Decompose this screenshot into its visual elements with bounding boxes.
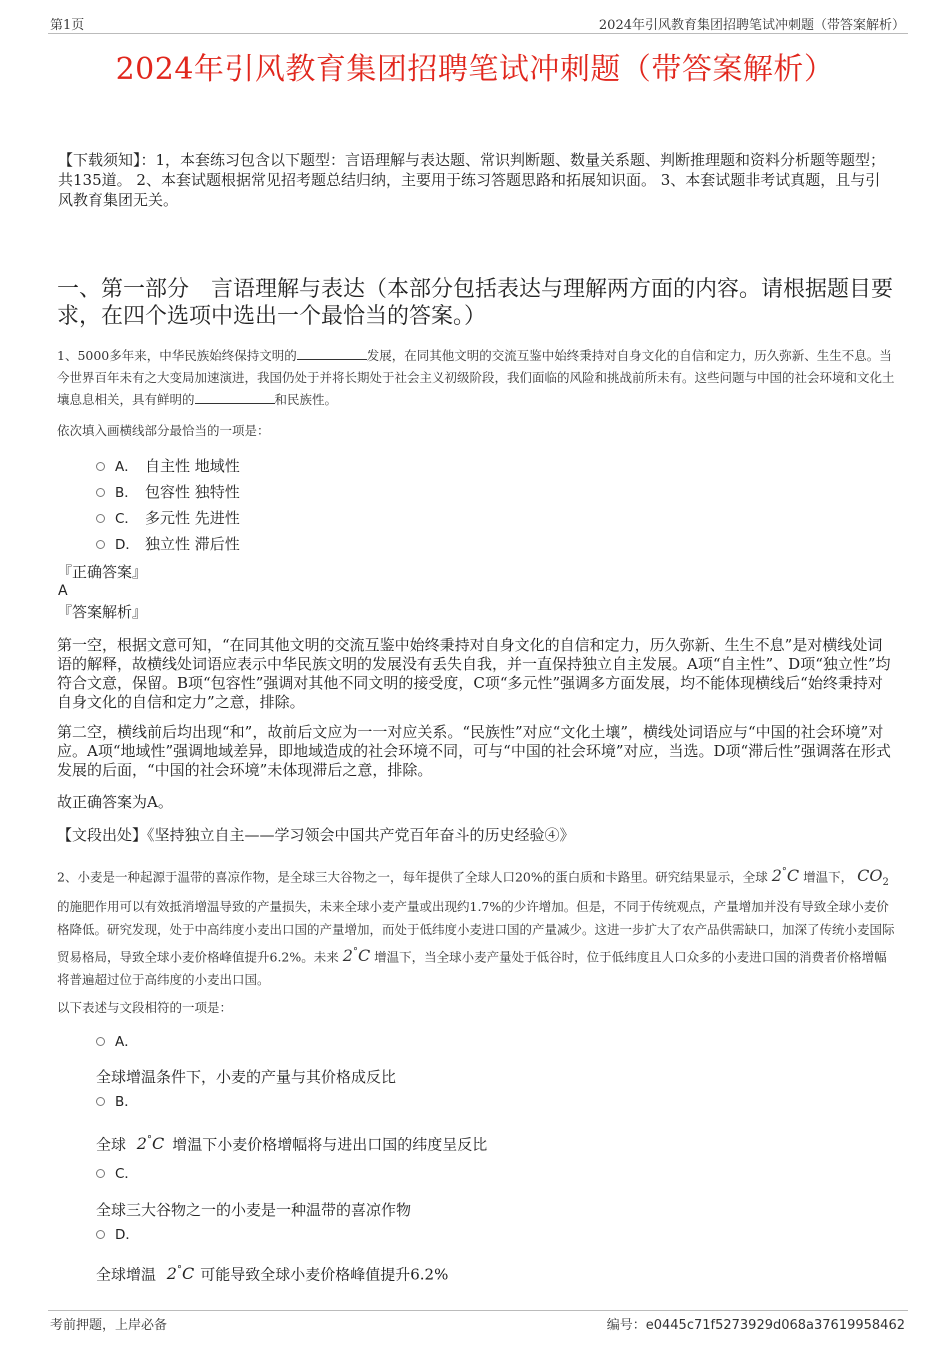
option-text: 全球: [96, 1135, 127, 1154]
analysis-paragraph-2: 第二空，横线前后均出现“和”，故前后文应为一一对应关系。“民族性”对应“文化土壤”，横线处词语应与“中国的社会环境”对应。A项“地域性”强调地域差异，即地域造成的社会环境不同，可与“中国的社会环境”对应，当选。D项“滞后性”强调落在形式发展的后面，“中国的社会环境”未体现滞后之意，排除。: [57, 723, 891, 779]
analysis-paragraph-1: 第一空，根据文意可知，“在同其他文明的交流互鉴中始终秉持对自身文化的自信和定力，历久弥新、生生不息”是对横线处词语的解释，故横线处词语应表示中华民族文明的发展没有丢失自我，并一直保持独立自主发展。A项“自主性”、D项“独立性”均符合文意，保留。B项“包容性”强调对其他不同文明的接受度，C项“多元性”强调多方面发展，均不能体现横线后“始终秉持对自身文化的自信和定力”之意，排除。: [57, 636, 891, 711]
option-letter: C．: [115, 1166, 138, 1182]
document-id: [607, 1314, 905, 1333]
q2-option-a-selector[interactable]: [96, 1028, 145, 1055]
option-letter: D．: [115, 537, 139, 553]
q1-text-part: 和民族性。: [274, 392, 338, 407]
page-title: 2024年引风教育集团招聘笔试冲刺题（带答案解析）: [115, 52, 835, 87]
radio-icon[interactable]: [96, 1037, 105, 1046]
q2-option-b-text: [96, 1128, 487, 1157]
download-notice: 【下载须知】：1，本套练习包含以下题型：言语理解与表达题、常识判断题、数量关系题、判断推理题和资料分析题等题型；共135道。 2、本套试题根据常见招考题总结归纳，主要用于练习答题思路和拓展知识面。 3、本套试题非考试真题，且与引风教育集团无关。: [58, 151, 886, 209]
temperature-formula: 2°C: [166, 1264, 195, 1284]
radio-icon[interactable]: [96, 1230, 105, 1239]
question-1-text: [57, 345, 895, 411]
answer-label: 『正确答案』: [57, 563, 148, 581]
co2-formula: $CO_2$: [857, 866, 889, 889]
document-id-label: 编号：: [606, 1318, 646, 1333]
analysis-label: 『答案解析』: [57, 603, 148, 621]
option-text: 多元性 先进性: [145, 509, 240, 527]
section-title: 一、第一部分 言语理解与表达（本部分包括表达与理解两方面的内容。请根据题目要求，在四个选项中选出一个最恰当的答案。）: [57, 277, 894, 329]
temperature-formula: 2°C: [771, 866, 800, 886]
q2-text-part: 的施肥作用可以有效抵消增温导致的产量损失，未来全球小麦产量或出现约1.7%的少许增加。但是，不同于传统观点，产量增加并没有导致全球小麦价格降低。研究发现，处于中高纬度小麦出口国的产量增加，而处于低纬度小麦进口国的产量减少。这进一步扩大了农产品供需缺口，加深了传统小麦国际贸易格局，导致全球小麦价格峰值提升6.2%。未来: [57, 898, 895, 964]
question-2-prompt: 以下表述与文段相符的一项是：: [57, 1000, 233, 1015]
analysis-conclusion: 故正确答案为A。: [57, 793, 173, 811]
page-number: 第1页: [50, 18, 85, 33]
option-letter: B．: [115, 485, 138, 501]
blank-2: [195, 389, 275, 404]
option-text: 独立性 滞后性: [145, 535, 240, 553]
q2-option-d-text: [96, 1258, 448, 1287]
footer-slogan: 考前押题，上岸必备: [50, 1318, 168, 1333]
q2-text-part: 2、小麦是一种起源于温带的喜凉作物，是全球三大谷物之一，每年提供了全球人口20%的蛋白质和卡路里。研究结果显示，全球: [57, 869, 768, 885]
question-1-prompt: 依次填入画横线部分最恰当的一项是：: [57, 423, 270, 438]
temperature-formula: 2°C: [342, 945, 371, 965]
radio-icon[interactable]: [96, 1169, 105, 1178]
q2-option-c-selector[interactable]: [96, 1160, 145, 1187]
option-letter: A．: [115, 459, 138, 475]
option-letter: A．: [115, 1034, 138, 1050]
footer-divider: [48, 1310, 908, 1311]
temperature-formula: 2°C: [136, 1134, 165, 1154]
q2-text-part: 增温下，当全球小麦产量处于低谷时，位于低纬度且人口众多的小麦进口国的消费者价格增幅将普遍超过位于高纬度的小麦出口国。: [57, 948, 887, 987]
option-letter: C．: [115, 511, 138, 527]
q1-option-a[interactable]: [96, 453, 240, 480]
option-text: 可能导致全球小麦价格峰值提升6.2%: [200, 1265, 449, 1284]
option-text: 全球增温: [96, 1265, 157, 1284]
source-citation: 【文段出处】《坚持独立自主——学习领会中国共产党百年奋斗的历史经验④》: [57, 826, 575, 844]
q2-option-a-text: 全球增温条件下，小麦的产量与其价格成反比: [96, 1068, 397, 1086]
answer-value: A: [58, 583, 68, 599]
radio-icon[interactable]: [96, 540, 105, 549]
radio-icon[interactable]: [96, 514, 105, 523]
option-text: 增温下小麦价格增幅将与进出口国的纬度呈反比: [172, 1135, 488, 1154]
blank-1: [297, 345, 367, 360]
q1-text-part: 发展，在同其他文明的交流互鉴中始终秉持对自身文化的自信和定力，历久弥新、生生不息。当今世界百年未有之大变局加速演进，我国仍处于并将长期处于社会主义初级阶段，我们面临的风险和挑战前所未有。这些问题与中国的社会环境和文化土壤息息相关，具有鲜明的: [57, 348, 895, 407]
radio-icon[interactable]: [96, 488, 105, 497]
document-id-code: e0445c71f5273929d068a37619958462: [645, 1318, 905, 1333]
q2-text-part: 增温下，: [803, 869, 854, 885]
option-letter: B．: [115, 1094, 138, 1110]
option-letter: D．: [115, 1227, 139, 1243]
q2-option-b-selector[interactable]: [96, 1088, 145, 1115]
radio-icon[interactable]: [96, 1097, 105, 1106]
header-divider: [48, 33, 908, 34]
question-2-text: [57, 861, 895, 991]
q1-option-c[interactable]: [96, 505, 240, 532]
option-text: 包容性 独特性: [145, 483, 240, 501]
q2-option-d-selector[interactable]: [96, 1221, 145, 1248]
running-title: 2024年引风教育集团招聘笔试冲刺题（带答案解析）: [598, 18, 905, 33]
q1-option-b[interactable]: [96, 479, 240, 506]
radio-icon[interactable]: [96, 462, 105, 471]
option-text: 自主性 地域性: [145, 457, 240, 475]
q1-text-part: 1、5000多年来，中华民族始终保持文明的: [57, 348, 297, 363]
q2-option-c-text: 全球三大谷物之一的小麦是一种温带的喜凉作物: [96, 1201, 412, 1219]
q1-option-d[interactable]: [96, 531, 240, 558]
